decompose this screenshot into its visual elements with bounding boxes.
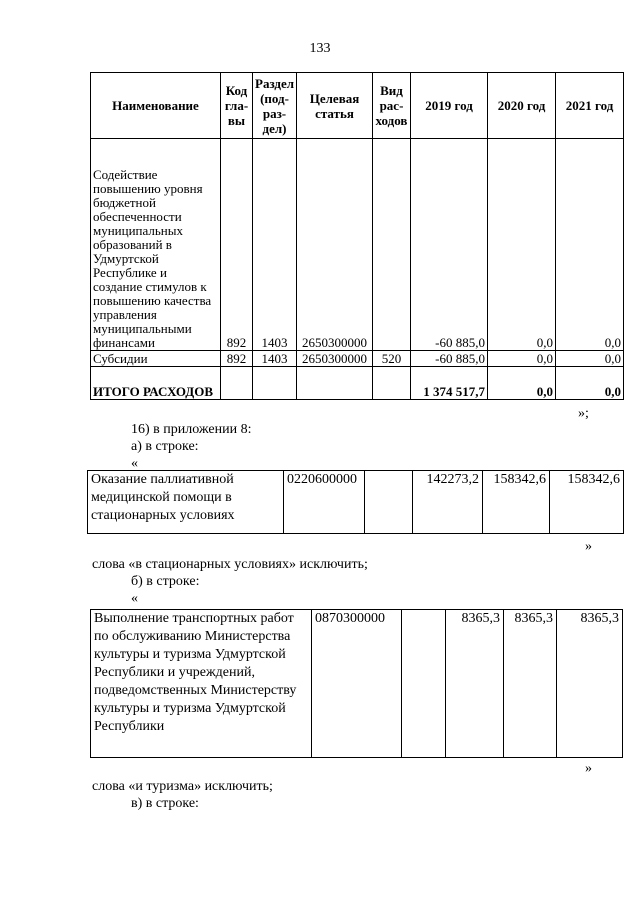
row-2019: -60 885,0 — [411, 351, 488, 367]
row-code: 892 — [221, 139, 253, 351]
table-row — [91, 610, 623, 758]
row-target: 2650300000 — [297, 351, 373, 367]
header-section: Раздел (под- раз- дел) — [253, 73, 297, 139]
row-code: 892 — [221, 351, 253, 367]
text-a: слова «в стационарных условиях» исключить; — [92, 557, 368, 572]
row-2019: -60 885,0 — [411, 139, 488, 351]
page-number: 133 — [309, 41, 331, 56]
row-2021: 0,0 — [556, 139, 624, 351]
close-quote-1: »; — [578, 406, 589, 421]
row-2021: 0,0 — [556, 351, 624, 367]
header-target: Целевая статья — [297, 73, 373, 139]
row-table-b — [90, 609, 623, 758]
item-a: а) в строке: — [131, 439, 199, 454]
row-type — [402, 610, 446, 758]
table-total-row — [91, 367, 624, 400]
text-b: слова «и туризма» исключить; — [92, 779, 273, 794]
row-name: Субсидии — [91, 351, 221, 367]
row-name: Содействие повышению уровня бюджетной обеспеченности муниципальных образований в Удмуртской Республике и создание стимулов к повышению качества управления муниципальными финансами — [91, 139, 221, 351]
total-2019: 1 374 517,7 — [411, 367, 488, 400]
header-name: Наименование — [91, 73, 221, 139]
table-row — [91, 139, 624, 351]
row-value-2: 8365,3 — [504, 610, 557, 758]
header-2019: 2019 год — [411, 73, 488, 139]
row-type — [373, 367, 411, 400]
table-header-row — [91, 73, 624, 139]
total-2020: 0,0 — [488, 367, 556, 400]
open-quote-a: « — [131, 456, 138, 471]
expenses-table — [90, 72, 624, 400]
header-code: Код гла- вы — [221, 73, 253, 139]
close-quote-a: » — [585, 539, 592, 554]
row-2020: 0,0 — [488, 351, 556, 367]
table-row — [91, 351, 624, 367]
header-2021: 2021 год — [556, 73, 624, 139]
item-c: в) в строке: — [131, 796, 199, 811]
row-table-a — [87, 470, 624, 534]
close-quote-b: » — [585, 761, 592, 776]
row-section — [253, 367, 297, 400]
row-section: 1403 — [253, 351, 297, 367]
table-row — [88, 471, 624, 534]
row-type — [373, 139, 411, 351]
row-value-1: 142273,2 — [413, 471, 483, 534]
total-label: ИТОГО РАСХОДОВ — [91, 367, 221, 400]
row-code — [221, 367, 253, 400]
row-value-3: 158342,6 — [550, 471, 624, 534]
row-target: 2650300000 — [297, 139, 373, 351]
row-value-2: 158342,6 — [483, 471, 550, 534]
item-16: 16) в приложении 8: — [131, 422, 252, 437]
row-2020: 0,0 — [488, 139, 556, 351]
row-target: 0220600000 — [284, 471, 365, 534]
open-quote-b: « — [131, 591, 138, 606]
row-target — [297, 367, 373, 400]
row-type — [365, 471, 413, 534]
row-value-3: 8365,3 — [557, 610, 623, 758]
row-target: 0870300000 — [312, 610, 402, 758]
header-2020: 2020 год — [488, 73, 556, 139]
total-2021: 0,0 — [556, 367, 624, 400]
item-b: б) в строке: — [131, 574, 200, 589]
row-type: 520 — [373, 351, 411, 367]
row-section: 1403 — [253, 139, 297, 351]
row-value-1: 8365,3 — [446, 610, 504, 758]
header-type: Вид рас- ходов — [373, 73, 411, 139]
row-name: Оказание паллиативной медицинской помощи в стационарных условиях — [88, 471, 284, 534]
row-name: Выполнение транспортных работ по обслуживанию Министерства культуры и туризма Удмуртской Республики и учреждений, подведомственных Министерству культуры и туризма Удмуртской Республики — [91, 610, 312, 758]
